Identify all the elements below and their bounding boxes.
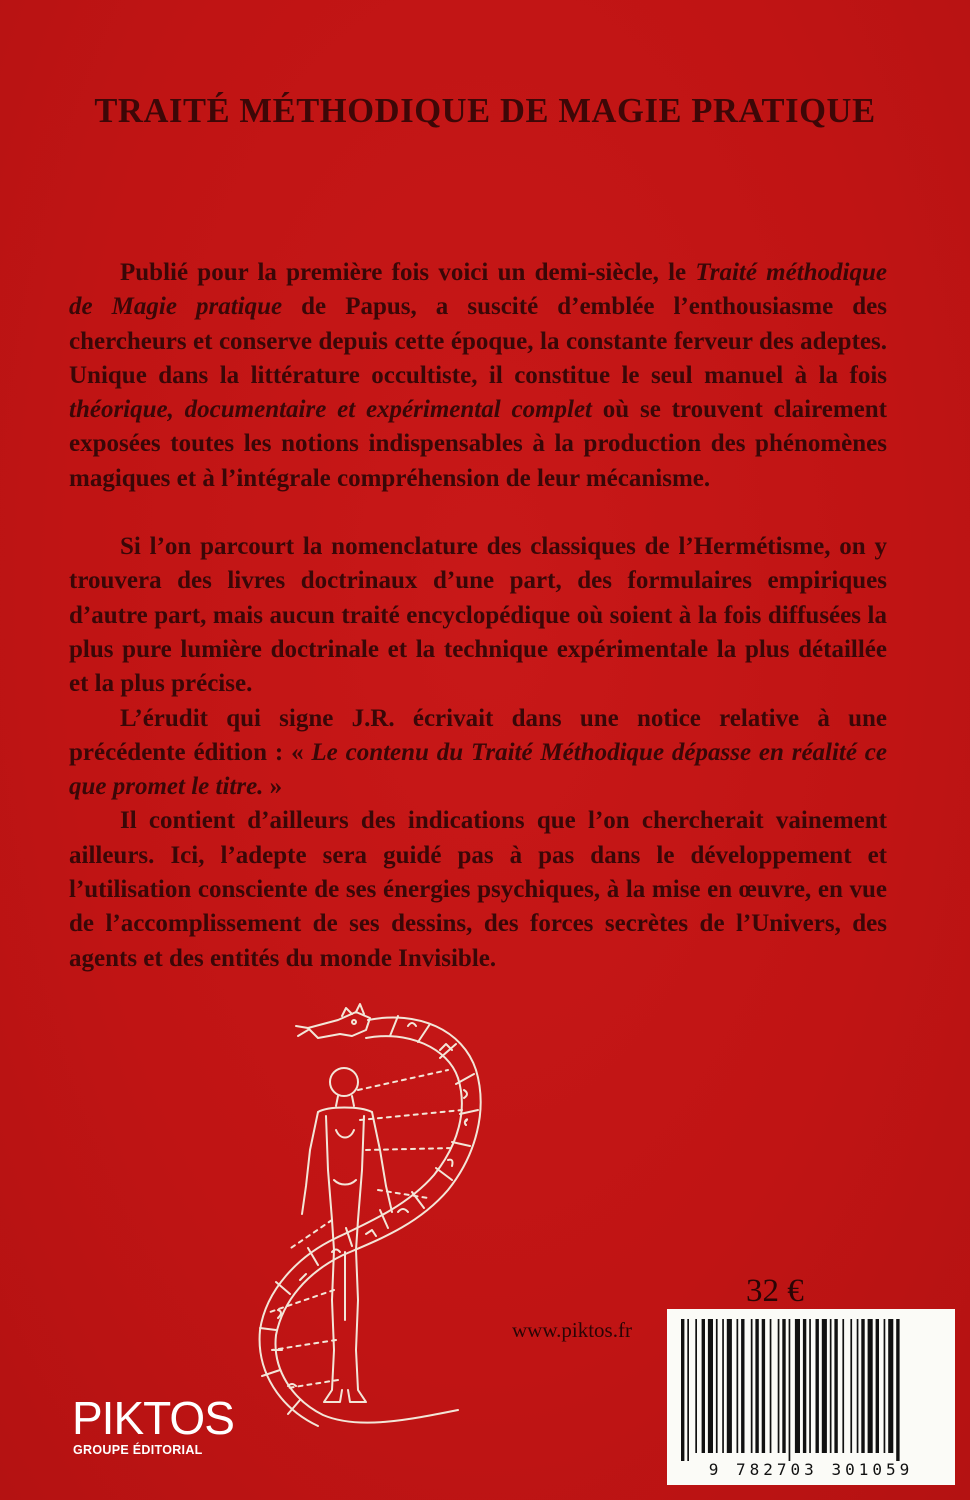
barcode-bar bbox=[770, 1319, 772, 1453]
barcode-bar bbox=[861, 1319, 864, 1453]
barcode-bar bbox=[896, 1319, 899, 1461]
blurb-paragraph-3 bbox=[69, 702, 887, 805]
barcode-bar bbox=[755, 1319, 758, 1453]
blurb-p1-text-a: Publié pour la première fois voici un demi-siècle, le bbox=[120, 259, 696, 286]
blurb-p3-text-c: » bbox=[263, 773, 283, 801]
barcode-bar bbox=[727, 1319, 732, 1453]
blurb bbox=[69, 256, 887, 976]
barcode-bar bbox=[803, 1319, 806, 1453]
barcode-bar bbox=[702, 1319, 705, 1453]
barcode-bar bbox=[850, 1319, 852, 1453]
barcode-bar bbox=[695, 1319, 697, 1453]
barcode-bar bbox=[782, 1319, 785, 1453]
blurb-p3-quote: Le contenu du Traité Méthodique dépasse en réalité ce que promet le titre. bbox=[69, 738, 887, 801]
barcode-bar bbox=[737, 1319, 739, 1453]
blurb-p3-text-a: L’érudit qui signe J.R. écrivait dans une notice relative à une précédente édition : « bbox=[69, 704, 887, 766]
barcode-bar bbox=[868, 1319, 873, 1453]
barcode-bar bbox=[834, 1319, 837, 1453]
publisher-logo bbox=[72, 1392, 234, 1475]
barcode-bar bbox=[789, 1319, 791, 1461]
blurb-paragraph-1 bbox=[69, 256, 887, 496]
barcode-bar bbox=[876, 1319, 879, 1453]
barcode-bar bbox=[778, 1319, 780, 1453]
book-title: TRAITÉ MÉTHODIQUE DE MAGIE PRATIQUE bbox=[94, 92, 876, 130]
blurb-p1-text-c: de Papus, a suscité d’emblée l’enthousiasme des chercheurs et conserve depuis cette époque, la constante ferveur des adeptes. Unique dans la littérature occultiste, il constitue le seul manuel à la fois bbox=[69, 293, 887, 389]
barcode-bar bbox=[741, 1319, 744, 1453]
price-label: 32 € bbox=[746, 1273, 804, 1309]
blurb-p1-text-e: où se trouvent clairement exposées toutes les notions indispensables à la production des phénomènes magiques et à l’intégrale compréhension de leur mécanisme. bbox=[69, 396, 887, 492]
barcode-bar bbox=[830, 1319, 832, 1453]
blurb-paragraph-4: Il contient d’ailleurs des indications que l’on chercherait vainement ailleurs. Ici, l’adepte sera guidé pas à pas dans le développement et l’utilisation consciente de ses énergies psychiques, à la mise en œuvre, en vue de l’accomplissement de ses dessins, des forces secrètes de l’Univers, des agents et des entités du monde Invisible. bbox=[69, 807, 887, 972]
barcode-bar bbox=[795, 1319, 800, 1453]
barcode-bar bbox=[722, 1319, 724, 1453]
barcode-bar bbox=[716, 1319, 718, 1453]
barcode-bar bbox=[751, 1319, 753, 1453]
barcode-bar bbox=[809, 1319, 811, 1453]
barcode-bar bbox=[762, 1319, 765, 1453]
blurb-paragraph-2: Si l’on parcourt la nomenclature des classiques de l’Hermétisme, on y trouvera des livres doctrinaux d’une part, des formulaires empiriques d’autre part, mais aucun traité encyclopédique où soient à la fois diffusées la plus pure lumière doctrinale et la technique expérimentale la plus détaillée et la plus précise. bbox=[69, 533, 887, 698]
barcode-bar bbox=[884, 1319, 886, 1453]
publisher-logo-text: PIKTOS bbox=[72, 1392, 234, 1444]
publisher-tagline: GROUPE ÉDITORIAL bbox=[73, 1443, 203, 1457]
blurb-p1-title-italic: Traité méthodique de Magie pratique bbox=[69, 259, 888, 321]
barcode-bar bbox=[816, 1319, 819, 1453]
barcode-bar bbox=[822, 1319, 827, 1453]
barcode-bar bbox=[708, 1319, 713, 1453]
barcode-bar bbox=[888, 1319, 893, 1453]
barcode-bar bbox=[842, 1319, 844, 1453]
barcode-bar bbox=[857, 1319, 859, 1453]
blurb-p1-emphasis: théorique, documentaire et expérimental complet bbox=[69, 396, 592, 424]
zodiac-serpent-man-illustration bbox=[248, 990, 518, 1430]
barcode-bar bbox=[687, 1319, 689, 1461]
barcode-bar bbox=[681, 1319, 684, 1461]
isbn-barcode bbox=[667, 1309, 955, 1485]
barcode-digits: 9 782703 301059 bbox=[708, 1460, 914, 1479]
publisher-website: www.piktos.fr bbox=[512, 1318, 632, 1342]
barcode-bars bbox=[667, 1309, 955, 1485]
